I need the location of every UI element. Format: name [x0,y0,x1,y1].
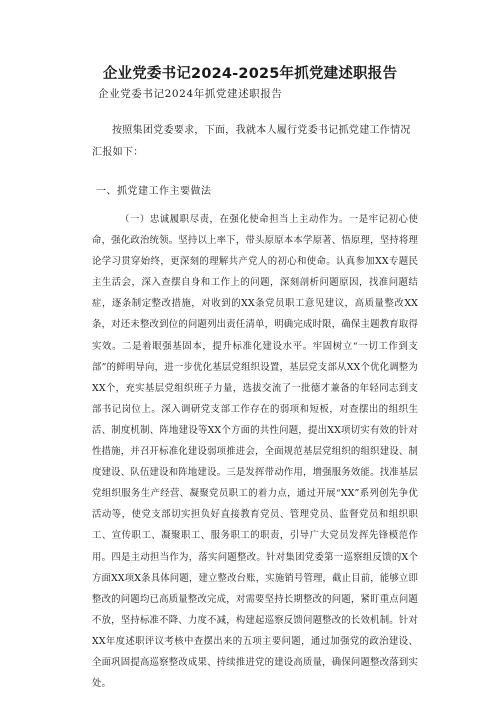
section-heading: 一、抓党建工作主要做法 [96,186,212,197]
intro-paragraph: 按照集团党委要求，下面，我就本人履行党委书记抓党建工作情况汇报如下： [92,125,411,158]
document-title: 企业党委书记2024-2025年抓党建述职报告 [102,66,398,82]
document-subtitle: 企业党委书记2024年抓党建述职报告 [98,88,283,100]
body-paragraph: （一）忠诚履职尽责，在强化使命担当上主动作为。一是牢记初心使命，强化政治统领。坚持以上率下，带头原原本本学原著、悟原理，坚持将理论学习贯穿始终，更深刻的理解共产党人的初心和使命。认真参加XX专题民主生活会，深入查摆自身和工作上的问题，深刻剖析问题原因，找准问题结症，逐条制定整改措施，对收到的XX条党员职工意见建议，高质量整改XX条，对还未整改到位的问题列出责任清单，明确完成时限，确保主题教育取得实效。二是着眼强基固本，提升标准化建设水平。牢固树立“一切工作到支部”的鲜明导向，进一步优化基层党组织设置，基层党支部从XX个优化调整为XX个，充实基层党组织班子力量，选拔交流了一批德才兼备的年轻同志到支部书记岗位上。深入调研党支部工作存在的弱项和短板，对查摆出的组织生活、制度机制、阵地建设等XX个方面的共性问题，提出XX项切实有效的针对性措施，并召开标准化建设弱项推进会，全面规范基层党组织的组织建设、制度建设、队伍建设和阵地建设。三是发挥带动作用，增强服务效能。找准基层党组织服务生产经营、凝聚党员职工的着力点，通过开展“XX”系列创先争优活动等，使党支部切实担负好直接教育党员、管理党员、监督党员和组织职工、宣传职工、凝聚职工、服务职工的职责，引导广大党员发挥先锋模范作用。四是主动担当作为，落实问题整改。针对集团党委第一巡察组反馈的X个方面XX项X条具体问题，建立整改台账，实施销号管理，截止目前，能够立即整改的问题均已高质量整改完成，对需要坚持长期整改的问题，紧盯重点问题不放，坚持标准不降、力度不减，构建起巡察反馈问题整改的长效机制。针对XX年度述职评议考核中查摆出来的五项主要问题，通过加强党的政治建设、全面巩固提高巡察整改成果、持续推进党的建设高质量，确保问题整改落到实处。 [92,214,418,690]
